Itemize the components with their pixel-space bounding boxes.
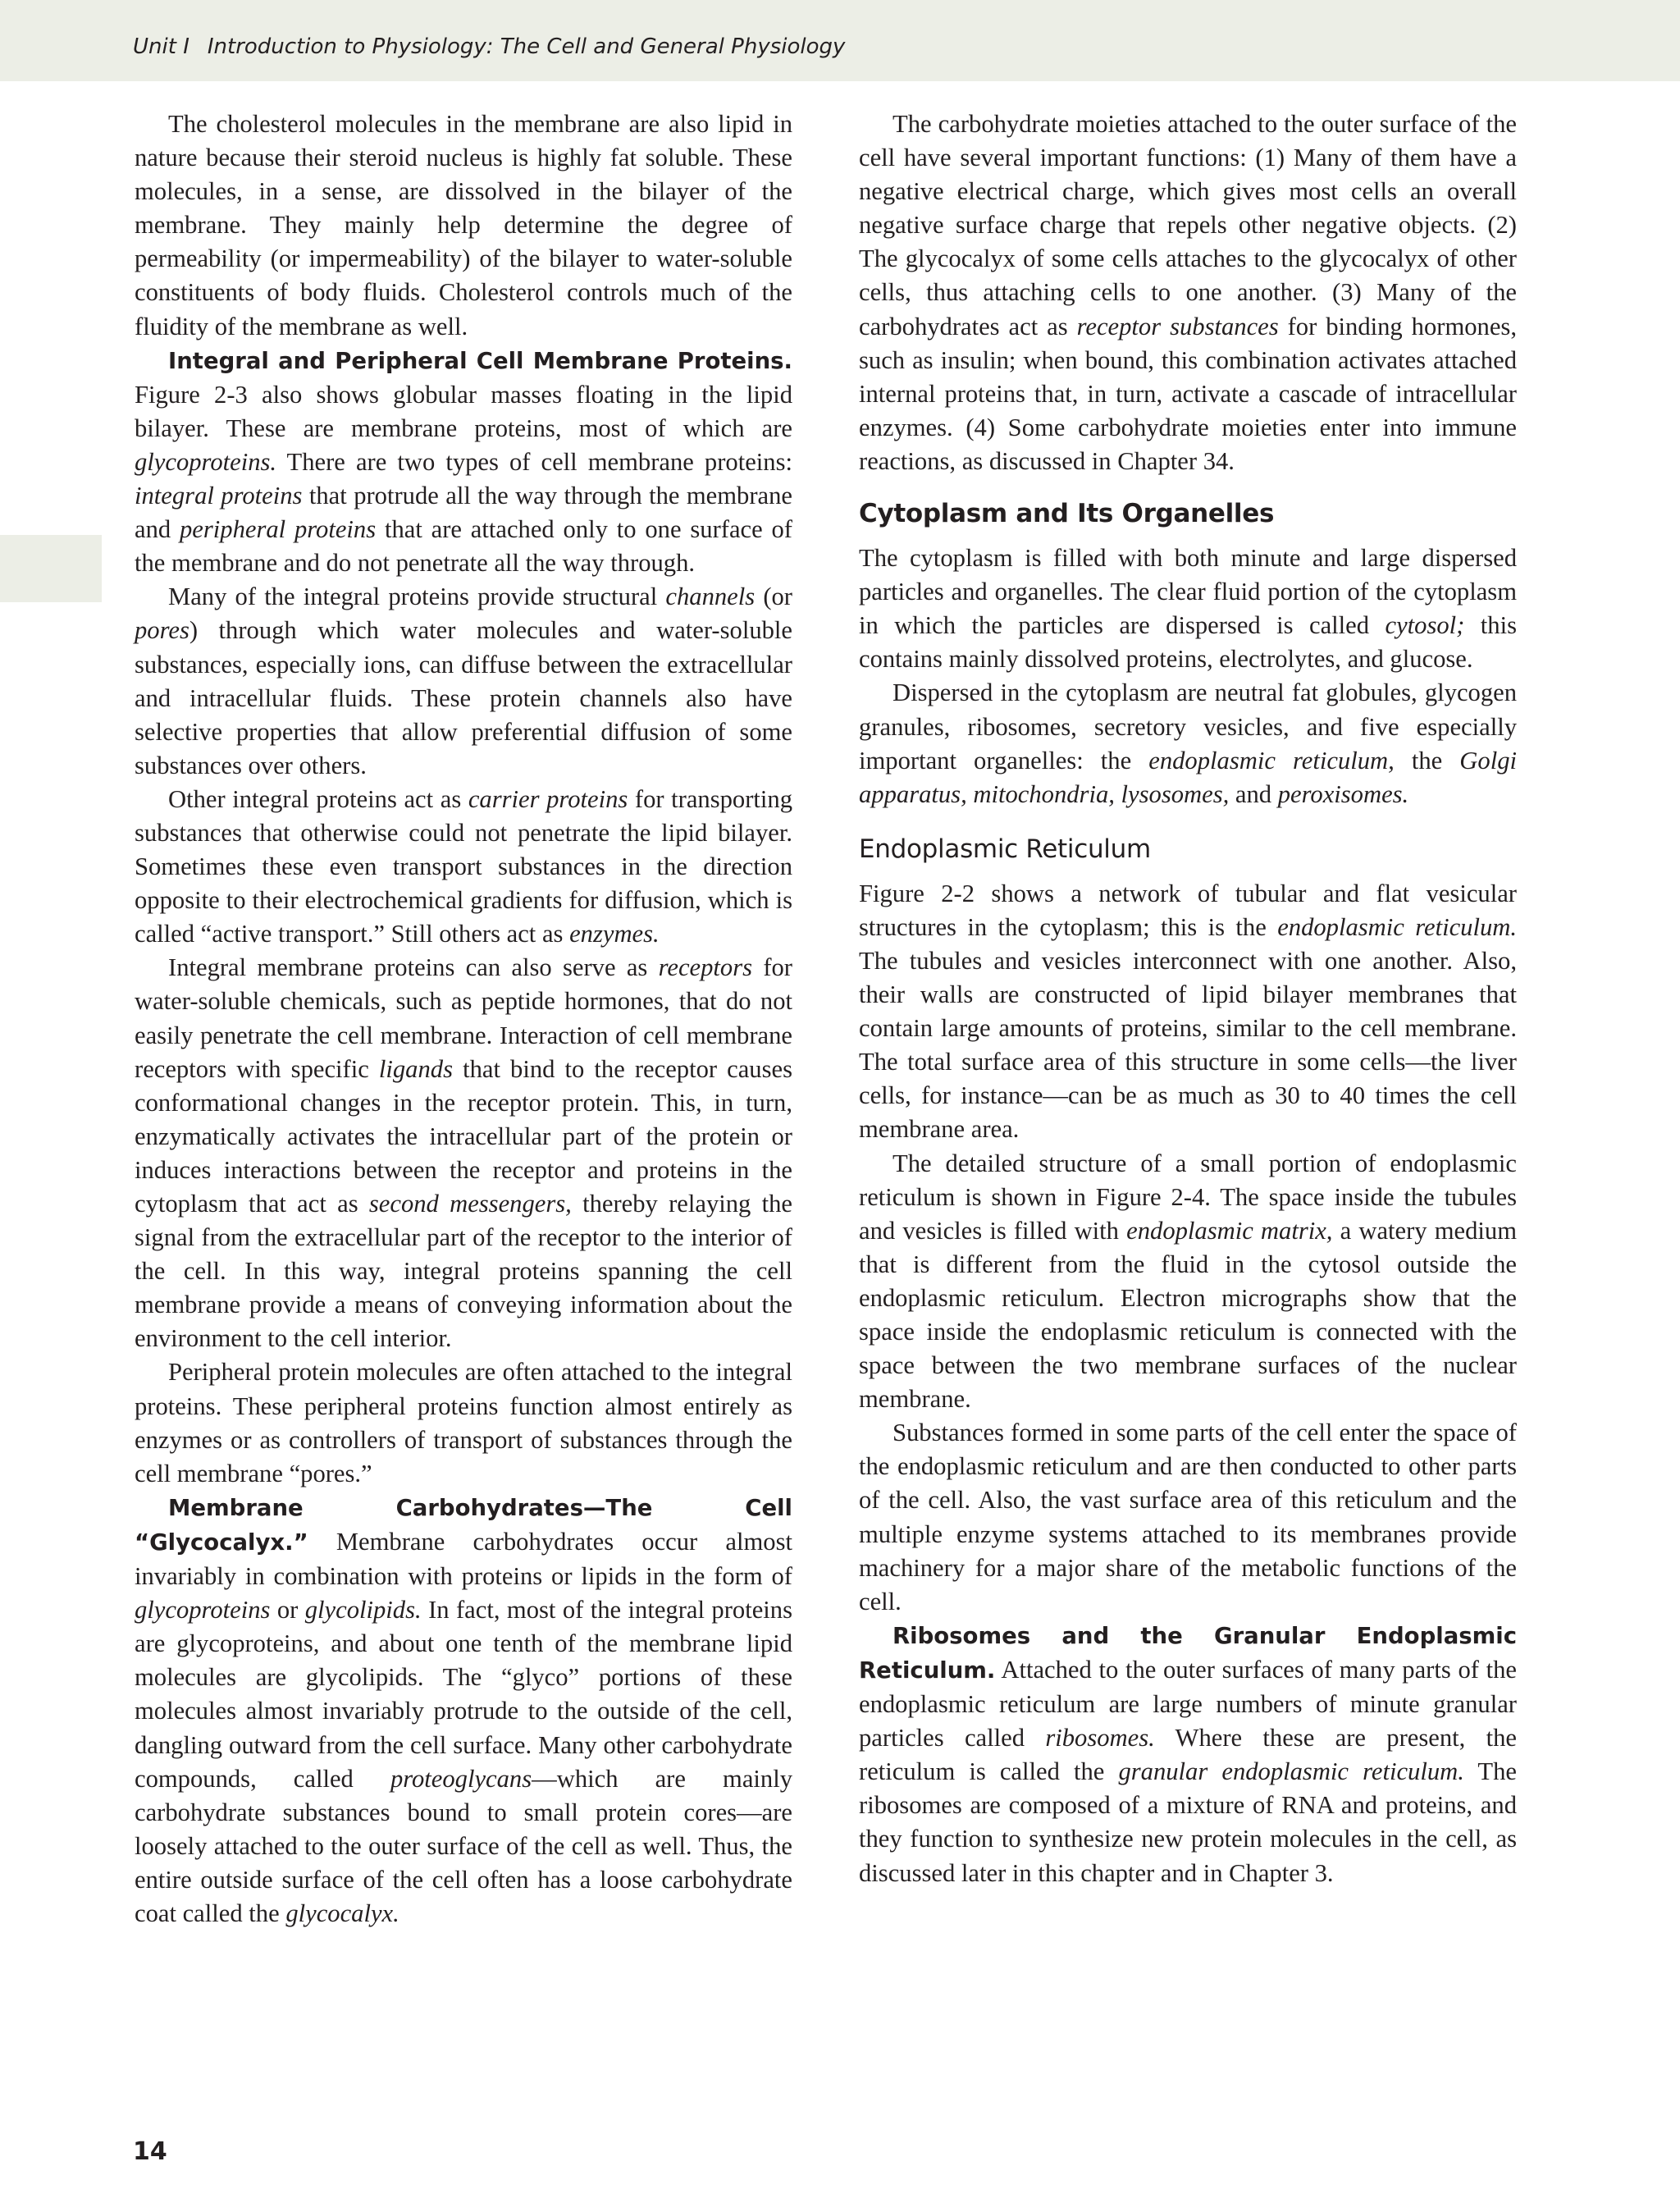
paragraph-peripheral-proteins: Peripheral protein molecules are often attached to the integral proteins. These peripheral proteins function almost entirely as enzymes or as controllers of transport of substances through the cell membrane “pores.” <box>135 1358 792 1487</box>
paragraph-membrane-proteins: Integral and Peripheral Cell Membrane Proteins. Figure 2-3 also shows globular masses floating in the lipid bilayer. These are membrane proteins, most of which are glycoproteins. There are two types of cell membrane proteins: integral proteins that protrude all the way through the membrane and peripheral proteins that are attached only to one surface of the membrane and do not penetrate all the way through. <box>135 347 792 578</box>
section-heading-cytoplasm: Cytoplasm and Its Organelles <box>859 499 1275 529</box>
paragraph-glycocalyx: Membrane Carbohydrates—The Cell “Glycocalyx.” Membrane carbohydrates occur almost invariably in combination with proteins or lipids in the form of glycoproteins or glycolipids. In fact, most of the integral proteins are glycoproteins, and about one tenth of the membrane lipid molecules are glycolipids. The “glyco” portions of these molecules almost invariably protrude to the outside of the cell, dangling outward from the cell surface. Many other carbohydrate compounds, called proteoglycans—which are mainly carbohydrate substances bound to small protein cores—are loosely attached to the outer surface of the cell as well. Thus, the entire outside surface of the cell often has a loose carbohydrate coat called the glycocalyx. <box>135 1494 792 1927</box>
paragraph-channels: Many of the integral proteins provide structural channels (or pores) through which water molecules and water-soluble substances, especially ions, can diffuse between the extracellular and intracellular fluids. These protein channels also have selective properties that allow preferential diffusion of some substances over others. <box>135 583 792 779</box>
header-title: Introduction to Physiology: The Cell and General Physiology <box>207 34 846 59</box>
paragraph-cholesterol: The cholesterol molecules in the membrane are also lipid in nature because their steroid nucleus is highly fat soluble. These molecules, in a sense, are dissolved in the bilayer of the membrane. They mainly help determine the degree of permeability (or impermeability) of the bilayer to water-soluble constituents of body fluids. Cholesterol controls much of the fluidity of the membrane as well. <box>135 110 792 340</box>
chapter-side-tab <box>0 535 102 602</box>
right-column <box>859 107 1517 1890</box>
paragraph-er-transport: Substances formed in some parts of the cell enter the space of the endoplasmic reticulum and are then conducted to other parts of the cell. Also, the vast surface area of this reticulum and the multiple enzyme systems attached to its membranes provide machinery for a major share of the metabolic functions of the cell. <box>859 1419 1517 1615</box>
subsection-heading-endoplasmic-reticulum: Endoplasmic Reticulum <box>859 834 1151 864</box>
runin-heading-membrane-proteins: Integral and Peripheral Cell Membrane Proteins. <box>168 347 792 374</box>
runin-heading-glycocalyx: Membrane Carbohydrates—The Cell “Glycocalyx.” <box>135 1494 792 1556</box>
left-column <box>135 107 792 1931</box>
paragraph-carrier-proteins: Other integral proteins act as carrier proteins for transporting substances that otherwise could not penetrate the lipid bilayer. Sometimes these even transport substances in the direction opposite to their electrochemical gradients for diffusion, which is called “active transport.” Still others act as enzymes. <box>135 784 793 948</box>
paragraph-ribosomes: Ribosomes and the Granular Endoplasmic Reticulum. Attached to the outer surfaces of many parts of the endoplasmic reticulum are large numbers of minute granular particles called ribosomes. Where these are present, the reticulum is called the granular endoplasmic reticulum. The ribosomes are composed of a mixture of RNA and proteins, and they function to synthesize new protein molecules in the cell, as discussed later in this chapter and in Chapter 3. <box>859 1622 1517 1887</box>
paragraph-receptors: Integral membrane proteins can also serve as receptors for water-soluble chemicals, such as peptide hormones, that do not easily penetrate the cell membrane. Interaction of cell membrane receptors with specific ligands that bind to the receptor causes conformational changes in the receptor protein. This, in turn, enzymatically activates the intracellular part of the protein or induces interactions between the receptor and proteins in the cytoplasm that act as second messengers, thereby relaying the signal from the extracellular part of the receptor to the interior of the cell. In this way, integral proteins spanning the cell membrane provide a means of conveying information about the environment to the cell interior. <box>135 953 792 1353</box>
running-header <box>133 34 845 59</box>
paragraph-er-matrix: The detailed structure of a small portion of endoplasmic reticulum is shown in Figure 2-4. The space inside the tubules and vesicles is filled with endoplasmic matrix, a watery medium that is different from the fluid in the cytosol outside the endoplasmic reticulum. Electron micrographs show that the space inside the endoplasmic reticulum is connected with the space between the two membrane surfaces of the nuclear membrane. <box>859 1149 1518 1414</box>
page-number: 14 <box>133 2137 167 2166</box>
paragraph-cytosol: The cytoplasm is filled with both minute and large dispersed particles and organelles. The clear fluid portion of the cytoplasm in which the particles are dispersed is called cytosol; this contains mainly dissolved proteins, electrolytes, and glucose. <box>859 544 1517 674</box>
paragraph-organelles: Dispersed in the cytoplasm are neutral fat globules, glycogen granules, ribosomes, secretory vesicles, and five especially important organelles: the endoplasmic reticulum, the Golgi apparatus, mitochondria, lysosomes, and peroxisomes. <box>859 679 1517 808</box>
header-unit: Unit I <box>133 34 189 59</box>
paragraph-carbohydrate-functions: The carbohydrate moieties attached to the outer surface of the cell have several important functions: (1) Many of them have a negative electrical charge, which gives most cells an overall negative surface charge that repels other negative objects. (2) The glycocalyx of some cells attaches to the glycocalyx of other cells, thus attaching cells to one another. (3) Many of the carbohydrates act as receptor substances for binding hormones, such as insulin; when bound, this combination activates attached internal proteins that, in turn, activate a cascade of intracellular enzymes. (4) Some carbohydrate moieties enter into immune reactions, as discussed in Chapter 34. <box>859 110 1517 475</box>
paragraph-er-structure: Figure 2-2 shows a network of tubular and flat vesicular structures in the cytoplasm; this is the endoplasmic reticulum. The tubules and vesicles interconnect with one another. Also, their walls are constructed of lipid bilayer membranes that contain large amounts of proteins, similar to the cell membrane. The total surface area of this structure in some cells—the liver cells, for instance—can be as much as 30 to 40 times the cell membrane area. <box>859 879 1517 1144</box>
runin-heading-ribosomes: Ribosomes and the Granular Endoplasmic Reticulum. <box>859 1622 1517 1684</box>
